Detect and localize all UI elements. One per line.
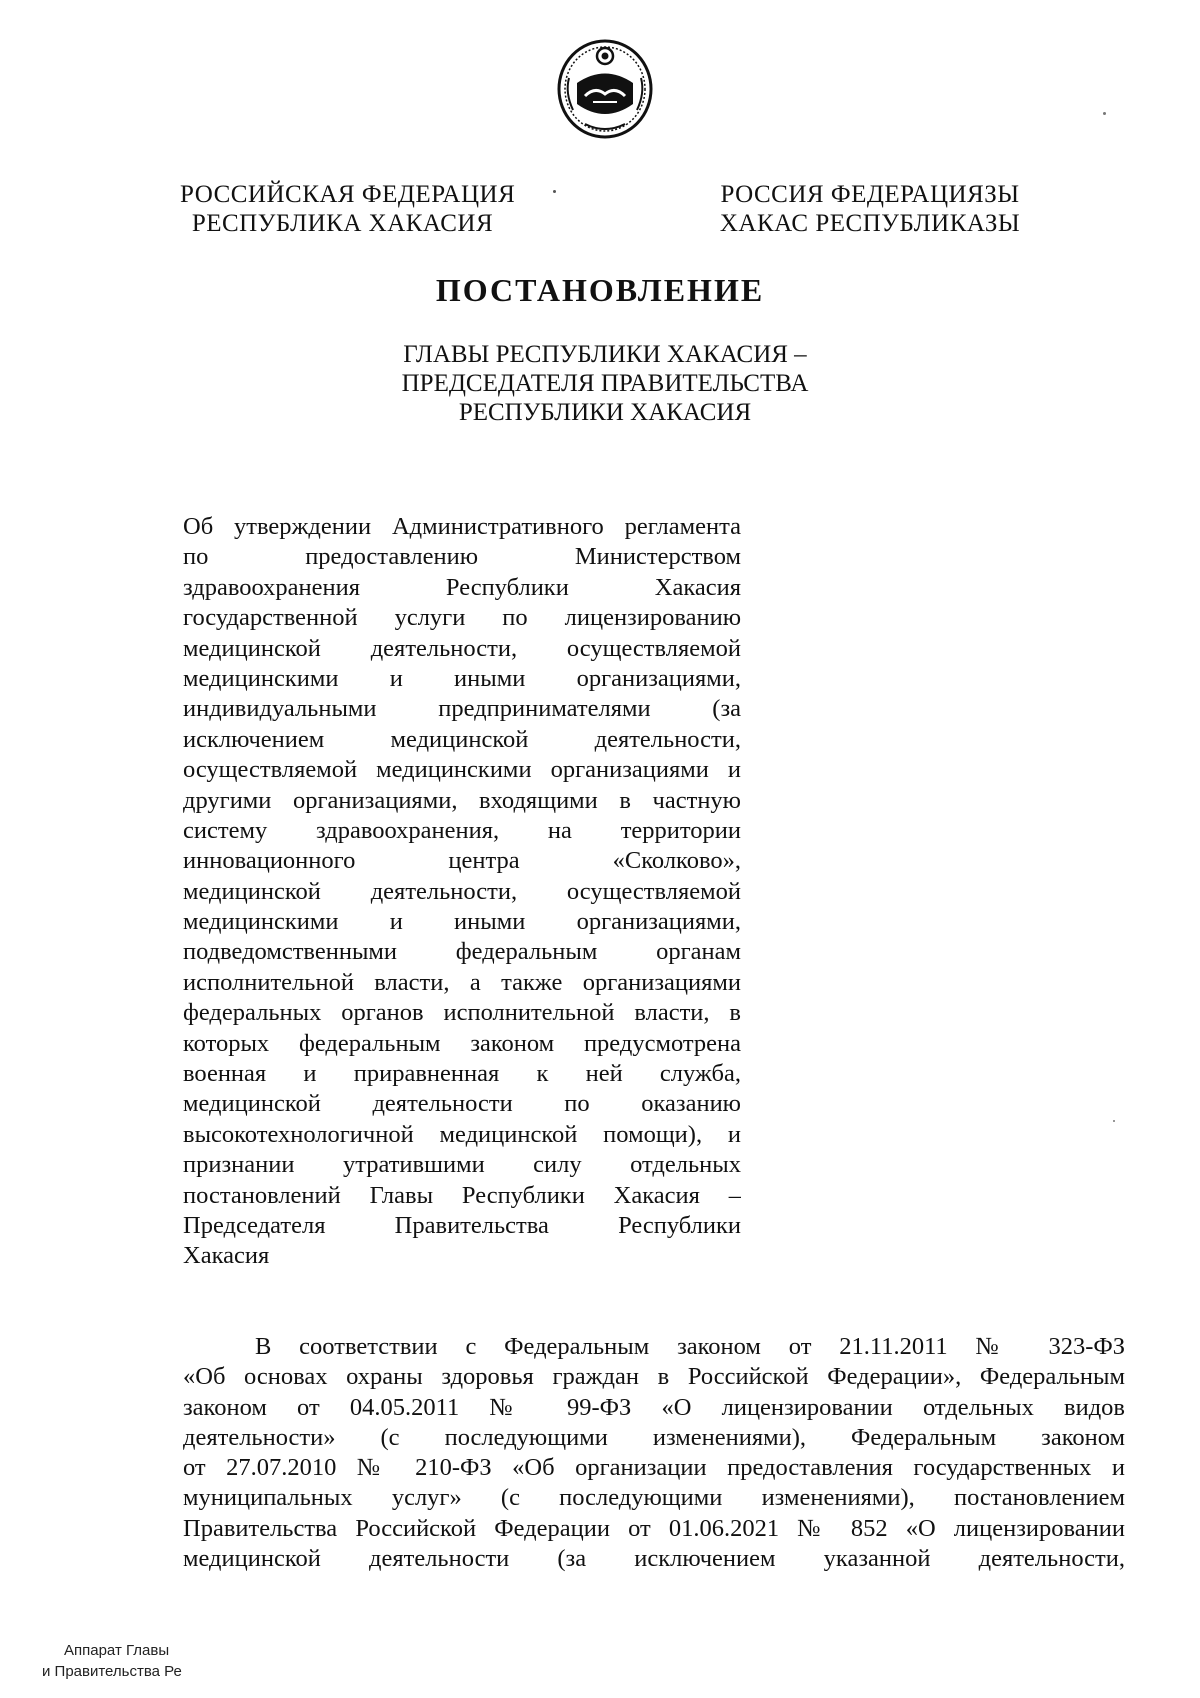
subject-line: инновационного центра «Сколково»,	[183, 847, 741, 875]
header-left-line1: РОССИЙСКАЯ ФЕДЕРАЦИЯ	[180, 181, 516, 208]
body-line: от 27.07.2010 № 210-ФЗ «Об организации предоставления государственных и	[183, 1454, 1125, 1482]
stamp-line1: Аппарат Главы	[64, 1642, 170, 1659]
subject-line: Председателя Правительства Республики	[183, 1211, 741, 1239]
subject-line: здравоохранения Республики Хакасия	[183, 573, 741, 601]
subject-line: государственной услуги по лицензированию	[183, 604, 741, 632]
header-left-line2: РЕСПУБЛИКА ХАКАСИЯ	[191, 210, 494, 237]
khakassia-coat-of-arms-emblem	[555, 38, 655, 140]
header-right-line2: ХАКАС РЕСПУБЛИКАЗЫ	[719, 210, 1021, 237]
header-right-line1: РОССИЯ ФЕДЕРАЦИЯЗЫ	[720, 181, 1020, 208]
subject-line: исполнительной власти, а также организациями	[183, 968, 741, 996]
subject-line: постановлений Главы Республики Хакасия –	[183, 1181, 741, 1209]
subject-line: систему здравоохранения, на территории	[183, 816, 741, 844]
subtitle-line: РЕСПУБЛИКИ ХАКАСИЯ	[458, 399, 752, 426]
body-paragraph	[183, 1332, 1125, 1574]
subject-line: индивидуальными предпринимателями (за	[183, 695, 741, 723]
subject-line: по предоставлению Министерством	[183, 543, 741, 571]
subject-line: которых федеральным законом предусмотрена	[183, 1029, 741, 1057]
subject-line: осуществляемой медицинскими организациями и	[183, 756, 741, 784]
office-stamp	[42, 1640, 182, 1682]
document-title: ПОСТАНОВЛЕНИЕ	[435, 272, 765, 308]
scan-speck	[1103, 112, 1106, 115]
body-line: медицинской деятельности (за исключением указанной деятельности,	[183, 1545, 1125, 1573]
body-line: деятельности» (с последующими изменениями), Федеральным законом	[183, 1423, 1125, 1451]
scan-speck	[1113, 1120, 1115, 1122]
subject-line: высокотехнологичной медицинской помощи), и	[183, 1120, 741, 1148]
subject-line: медицинскими и иными организациями,	[183, 664, 741, 692]
subject-line: исключением медицинской деятельности,	[183, 725, 741, 753]
document-subtitle	[330, 340, 880, 427]
subject-line: Хакасия	[183, 1242, 270, 1270]
subtitle-line: ГЛАВЫ РЕСПУБЛИКИ ХАКАСИЯ –	[403, 341, 807, 368]
subject-line: признании утратившими силу отдельных	[183, 1151, 741, 1179]
subject-line: медицинской деятельности, осуществляемой	[183, 877, 741, 905]
subject-paragraph	[183, 512, 741, 1272]
subject-line: медицинской деятельности, осуществляемой	[183, 634, 741, 662]
subject-line: военная и приравненная к ней служба,	[183, 1060, 741, 1088]
subject-line: медицинскими и иными организациями,	[183, 908, 741, 936]
stamp-line2: и Правительства Ре	[42, 1663, 182, 1680]
body-line: муниципальных услуг» (с последующими изменениями), постановлением	[183, 1484, 1125, 1512]
body-line: законом от 04.05.2011 № 99-ФЗ «О лицензировании отдельных видов	[183, 1393, 1125, 1421]
subject-line: Об утверждении Административного регламента	[183, 513, 741, 540]
scan-speck	[553, 190, 556, 193]
subject-line: медицинской деятельности по оказанию	[183, 1090, 741, 1118]
body-line: Правительства Российской Федерации от 01.06.2021 № 852 «О лицензировании	[183, 1514, 1125, 1542]
subject-line: федеральных органов исполнительной власти, в	[183, 999, 741, 1027]
body-line: В соответствии с Федеральным законом от 21.11.2011 № 323-ФЗ	[255, 1333, 1125, 1360]
subtitle-line: ПРЕДСЕДАТЕЛЯ ПРАВИТЕЛЬСТВА	[401, 370, 809, 397]
body-line: «Об основах охраны здоровья граждан в Российской Федерации», Федеральным	[183, 1363, 1125, 1391]
subject-line: подведомственными федеральным органам	[183, 938, 741, 966]
header-right-block	[715, 180, 1025, 238]
subject-line: другими организациями, входящими в частную	[183, 786, 741, 814]
header-left-block	[180, 180, 516, 238]
